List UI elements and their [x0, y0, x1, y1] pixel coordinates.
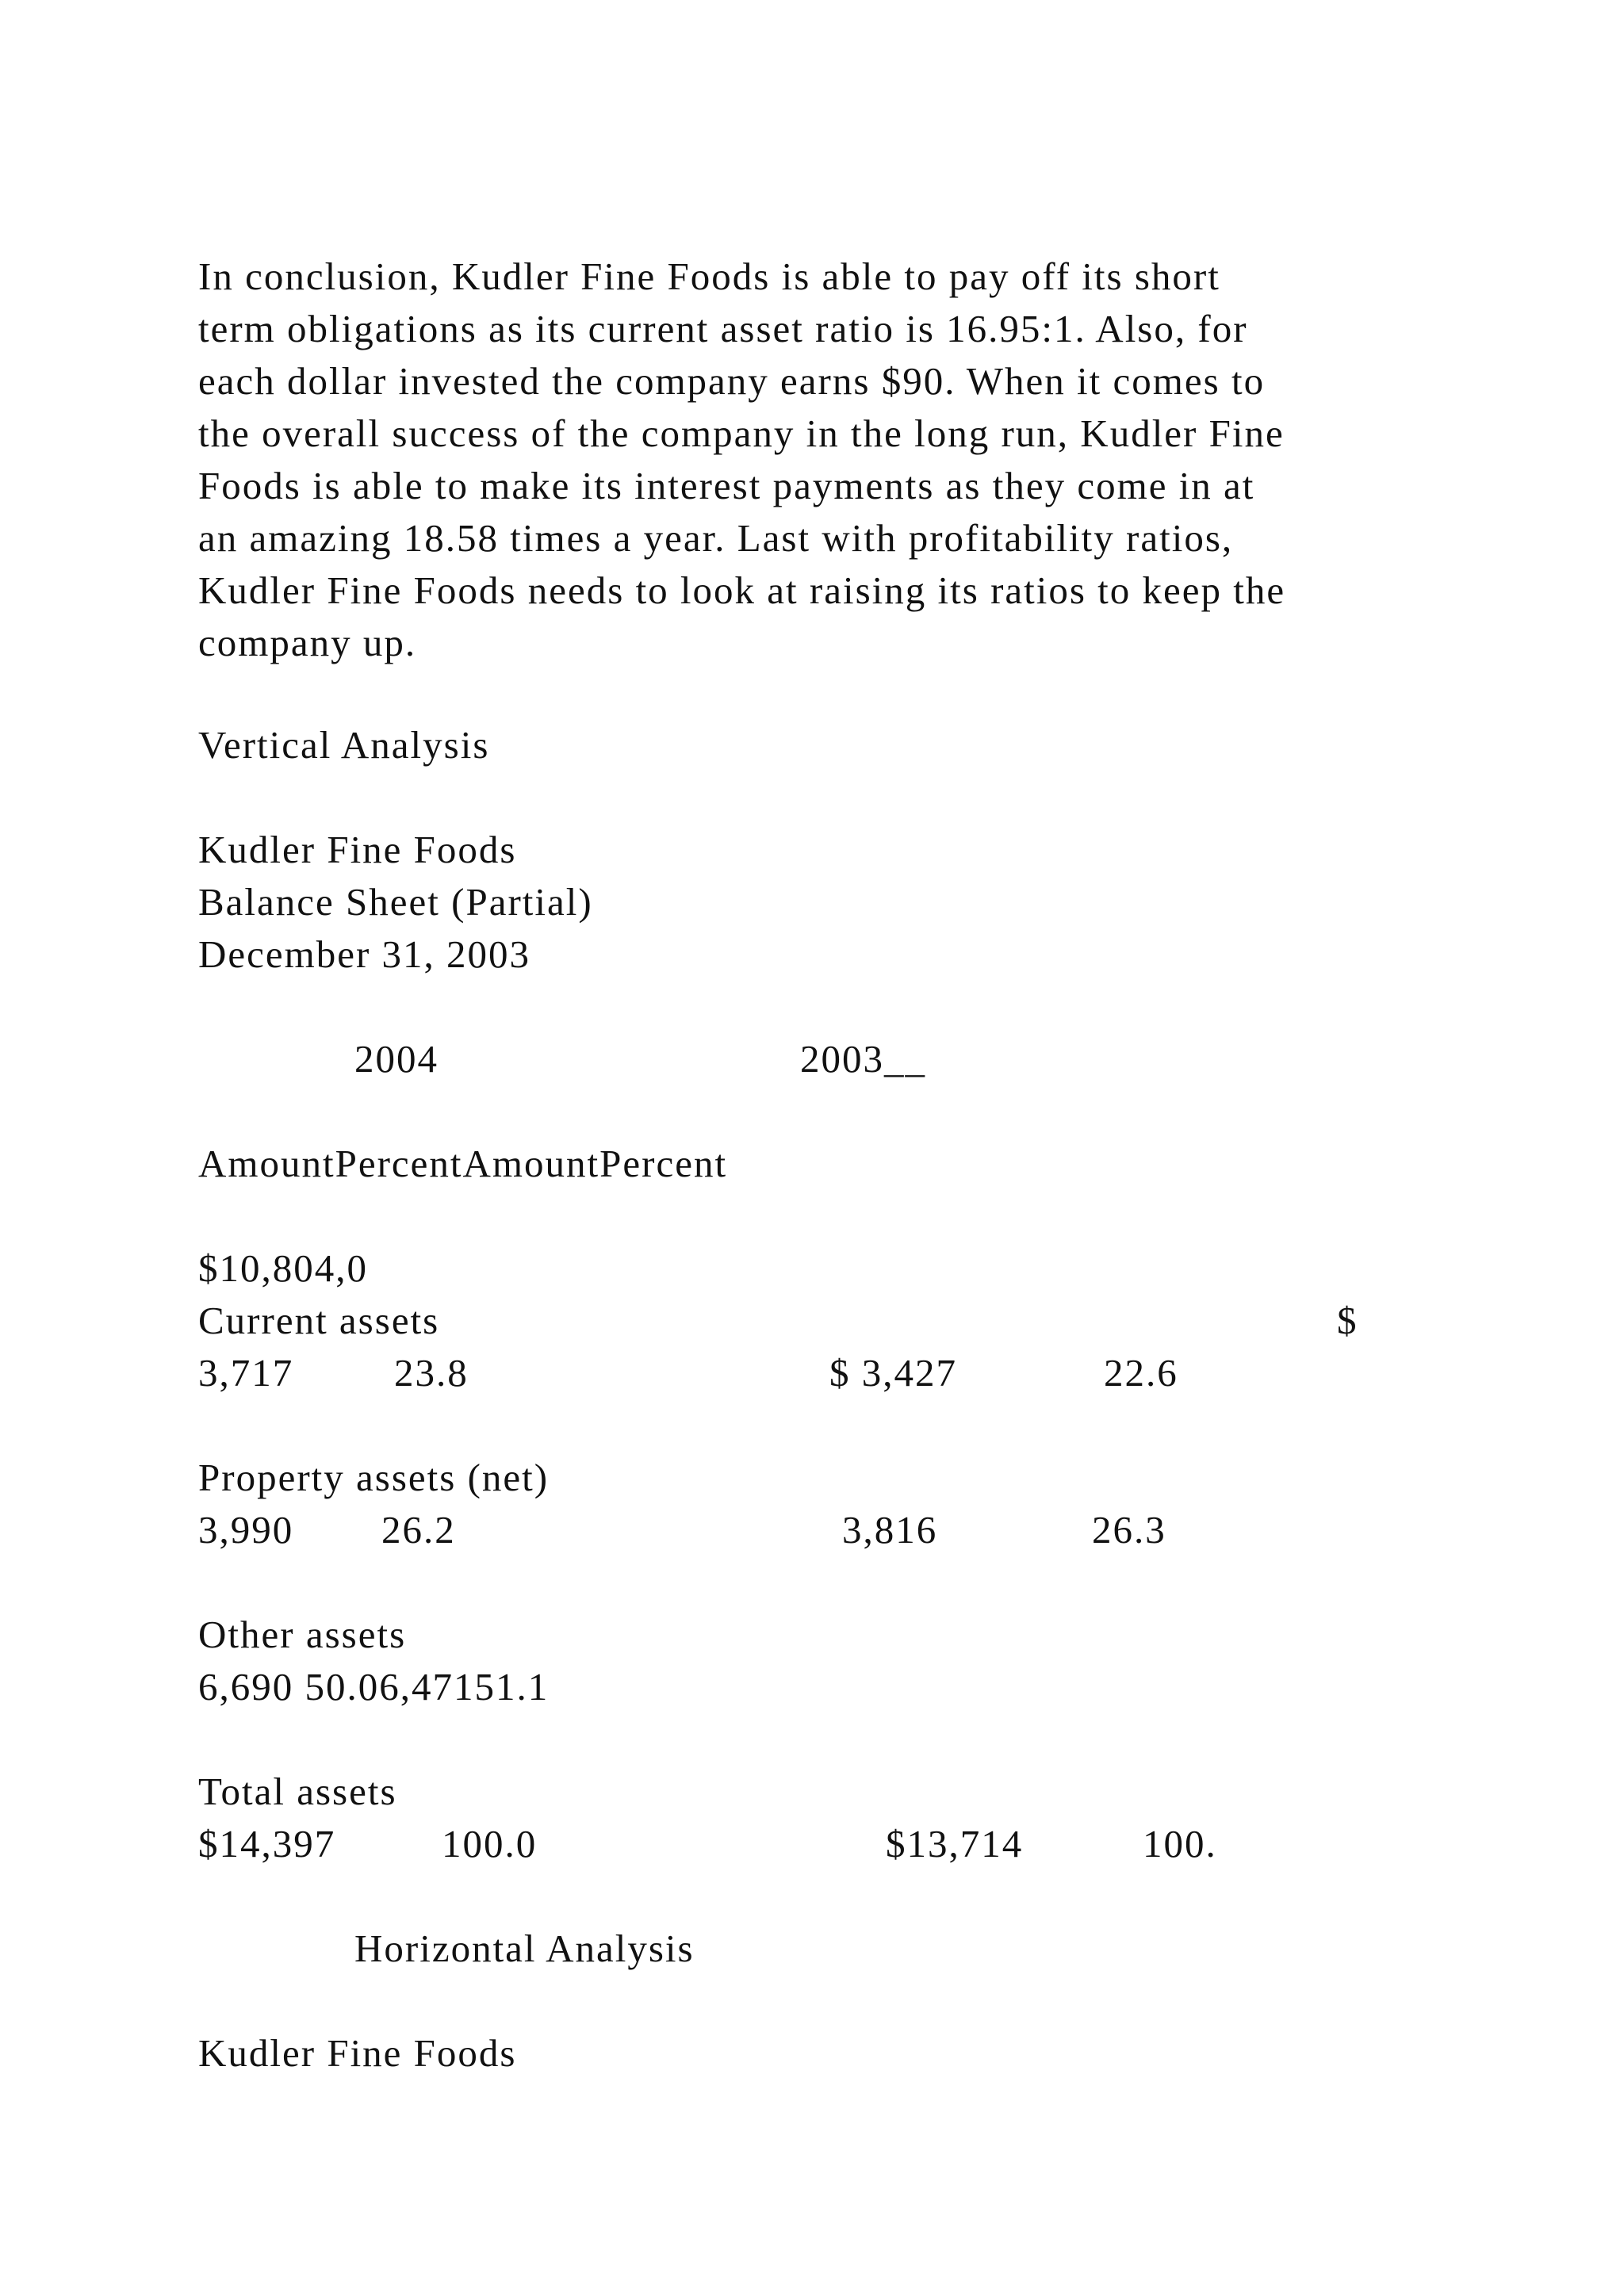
current-assets-percent-2003: 22.6 — [1104, 1351, 1178, 1395]
paragraph-line: term obligations as its current asset ratio is 16.95:1. Also, for — [198, 307, 1248, 350]
row-label-total-assets: Total assets — [198, 1770, 397, 1813]
year-header-2003: 2003__ — [800, 1037, 926, 1081]
total-assets-amount-2004: $14,397 — [198, 1822, 336, 1866]
other-assets-values: 6,690 50.06,47151.1 — [198, 1665, 550, 1709]
dollar-sign: $ — [1337, 1299, 1358, 1342]
property-assets-percent-2003: 26.3 — [1092, 1508, 1166, 1552]
column-headers: AmountPercentAmountPercent — [198, 1142, 728, 1185]
paragraph-line: In conclusion, Kudler Fine Foods is able to pay off its short — [198, 254, 1220, 298]
total-assets-amount-2003: $13,714 — [886, 1822, 1024, 1866]
stray-value: $10,804,0 — [198, 1246, 368, 1290]
property-assets-amount-2003: 3,816 — [842, 1508, 938, 1552]
row-label-other-assets: Other assets — [198, 1613, 407, 1656]
total-assets-percent-2003: 100. — [1143, 1822, 1217, 1866]
current-assets-percent-2004: 23.8 — [394, 1351, 469, 1395]
total-assets-percent-2004: 100.0 — [442, 1822, 538, 1866]
horizontal-analysis-heading: Horizontal Analysis — [354, 1927, 695, 1970]
property-assets-amount-2004: 3,990 — [198, 1508, 294, 1552]
paragraph-line: each dollar invested the company earns $90. When it comes to — [198, 359, 1266, 403]
paragraph-line: an amazing 18.58 times a year. Last with profitability ratios, — [198, 516, 1234, 560]
row-label-property-assets: Property assets (net) — [198, 1456, 550, 1499]
year-header-2004: 2004 — [354, 1037, 439, 1081]
paragraph-line: the overall success of the company in the long run, Kudler Fine — [198, 411, 1285, 455]
property-assets-percent-2004: 26.2 — [381, 1508, 456, 1552]
paragraph-line: Kudler Fine Foods needs to look at raising its ratios to keep the — [198, 568, 1286, 612]
conclusion-paragraph — [198, 251, 1483, 669]
vertical-analysis-heading: Vertical Analysis — [198, 723, 490, 767]
current-assets-amount-2004: 3,717 — [198, 1351, 294, 1395]
company-name: Kudler Fine Foods — [198, 828, 517, 871]
current-assets-amount-2003: $ 3,427 — [829, 1351, 957, 1395]
company-name-horizontal: Kudler Fine Foods — [198, 2031, 517, 2075]
statement-title: Balance Sheet (Partial) — [198, 880, 593, 924]
paragraph-line: Foods is able to make its interest payments as they come in at — [198, 464, 1255, 507]
statement-date: December 31, 2003 — [198, 932, 531, 976]
row-label-current-assets: Current assets — [198, 1299, 440, 1342]
paragraph-line: company up. — [198, 621, 417, 664]
